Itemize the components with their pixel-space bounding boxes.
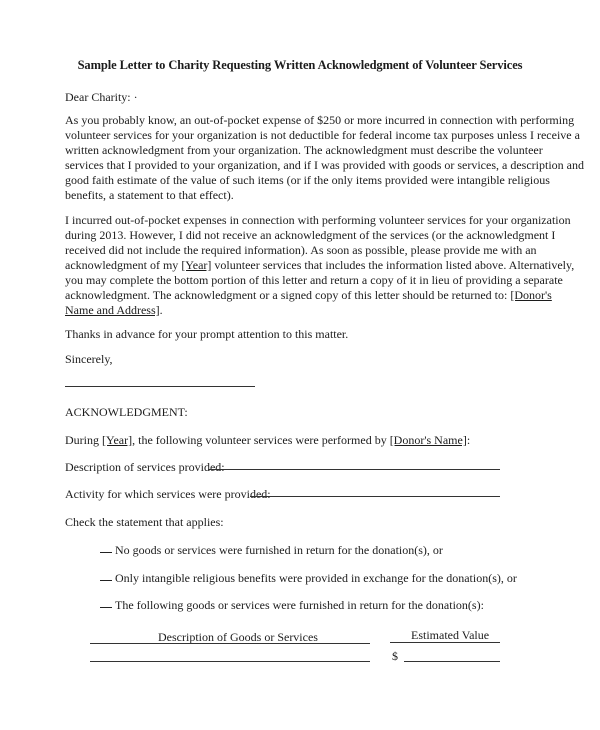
- description-row-line: [90, 661, 370, 662]
- paragraph-1-line: volunteer services for your organization is not deductible for federal income tax purposes unless I receive a: [65, 128, 580, 142]
- thanks-line: Thanks in advance for your prompt attention to this matter.: [65, 327, 349, 341]
- checkbox-blank: [100, 596, 112, 608]
- signature-line: [65, 386, 255, 387]
- value-row-line: [404, 661, 500, 662]
- dollar-sign: $: [392, 649, 398, 663]
- year-placeholder: [Year]: [102, 433, 133, 447]
- option-religious-benefits: Only intangible religious benefits were provided in exchange for the donation(s), or: [100, 570, 517, 586]
- value-row-line: [390, 642, 500, 643]
- paragraph-2-line: you may complete the bottom portion of this letter and return a copy of it in lieu of providing a separate: [65, 273, 563, 287]
- paragraph-2-line: acknowledgment. The acknowledgment or a signed copy of this letter should be returned to: [Donor's: [65, 288, 552, 302]
- option-goods-furnished: The following goods or services were furnished in return for the donation(s):: [100, 597, 484, 613]
- activity-blank: [250, 496, 500, 497]
- paragraph-1-line: written acknowledgment from your organization. The acknowledgment must describe the volunteer: [65, 143, 543, 157]
- paragraph-1-line: benefits, a statement to that effect).: [65, 188, 234, 202]
- description-label: Description of services provided:: [65, 460, 225, 474]
- year-placeholder: [Year]: [181, 258, 212, 272]
- checkbox-blank: [100, 569, 112, 581]
- description-blank: [208, 469, 500, 470]
- during-line: During [Year], the following volunteer services were performed by [Donor's Name]:: [65, 433, 471, 447]
- checkbox-blank: [100, 541, 112, 553]
- paragraph-2-line: I incurred out-of-pocket expenses in connection with performing volunteer services for your organization: [65, 213, 571, 227]
- paragraph-1-line: As you probably know, an out-of-pocket expense of $250 or more incurred in connection with performing: [65, 113, 575, 127]
- column-header-value: Estimated Value: [411, 628, 490, 642]
- column-header-description: Description of Goods or Services: [158, 630, 318, 644]
- donor-placeholder: Name and Address]: [65, 303, 160, 317]
- acknowledgment-heading: ACKNOWLEDGMENT:: [65, 405, 188, 419]
- paragraph-2-line: Name and Address].: [65, 303, 163, 317]
- paragraph-2-line: acknowledgment of my [Year] volunteer services that includes the information listed above. Alternatively,: [65, 258, 575, 272]
- paragraph-2-line: during 2013. However, I did not receive an acknowledgment of the services (or the acknowledgment I: [65, 228, 556, 242]
- activity-label: Activity for which services were provided:: [65, 487, 271, 501]
- closing: Sincerely,: [65, 352, 113, 366]
- donor-placeholder: [Donor's: [510, 288, 552, 302]
- letter-title: Sample Letter to Charity Requesting Written Acknowledgment of Volunteer Services: [77, 58, 523, 72]
- paragraph-1-line: good faith estimate of the value of such items (or if the only items provided were intangible religious: [65, 173, 550, 187]
- salutation: Dear Charity: ·: [65, 90, 138, 104]
- description-row-line: [90, 643, 370, 644]
- donor-name-placeholder: [Donor's Name]: [389, 433, 467, 447]
- paragraph-1-line: services that I provided to your organization, and if I was provided with goods or services, a description and: [65, 158, 584, 172]
- paragraph-2-line: received did not include the required information). As soon as possible, please provide me with an: [65, 243, 537, 257]
- check-label: Check the statement that applies:: [65, 515, 224, 529]
- option-no-goods: No goods or services were furnished in return for the donation(s), or: [100, 542, 443, 558]
